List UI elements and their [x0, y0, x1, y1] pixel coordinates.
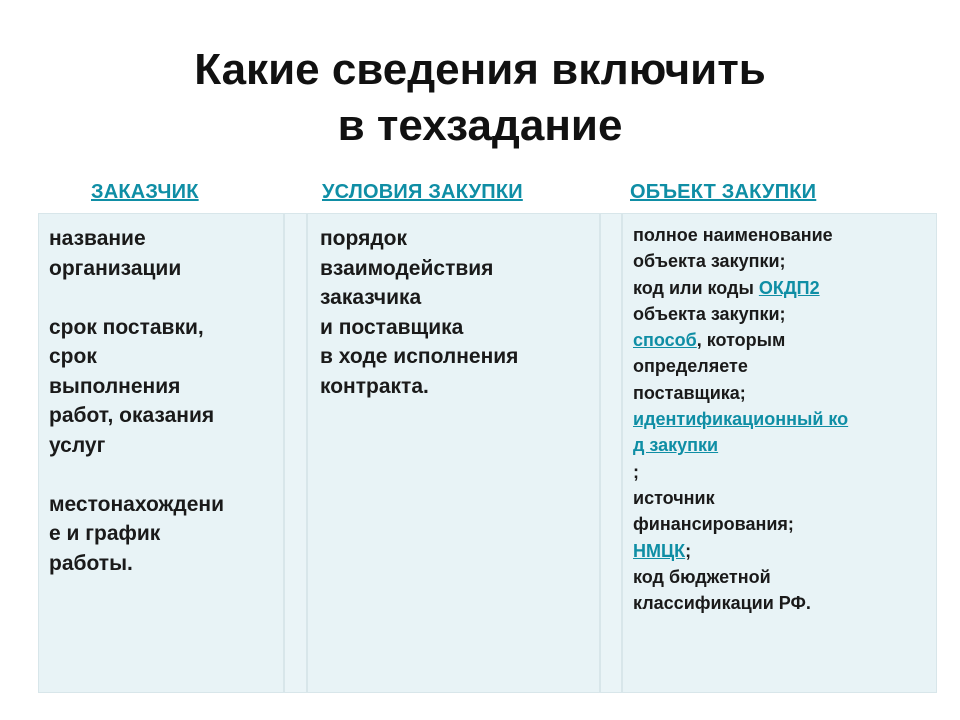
- customer-line: выполнения: [49, 374, 181, 398]
- object-line: [633, 327, 936, 353]
- title-line-1: Какие сведения включить: [194, 45, 766, 94]
- object-text: ;: [685, 540, 692, 561]
- customer-line: местонахождени: [49, 492, 225, 516]
- header-conditions-link[interactable]: УСЛОВИЯ ЗАКУПКИ: [322, 181, 523, 203]
- customer-line: срок поставки,: [49, 315, 204, 339]
- object-line: источник: [633, 487, 715, 508]
- object-line: определяете: [633, 356, 748, 377]
- object-panel: [622, 213, 937, 693]
- conditions-panel: [307, 213, 600, 693]
- header-customer-link[interactable]: ЗАКАЗЧИК: [91, 181, 199, 203]
- object-line: объекта закупки;: [633, 303, 786, 324]
- customer-line: организации: [49, 256, 182, 280]
- object-line: поставщика;: [633, 382, 746, 403]
- object-line: код бюджетной: [633, 566, 771, 587]
- object-line: ;: [633, 461, 639, 482]
- conditions-line: и поставщика: [320, 315, 464, 339]
- customer-line: е и график: [49, 522, 161, 545]
- object-line: финансирования;: [633, 514, 794, 535]
- customer-line: работ, оказания: [49, 404, 215, 427]
- customer-line: название: [49, 227, 146, 250]
- customer-line: срок: [49, 345, 97, 368]
- column-spacer: [284, 213, 307, 693]
- purchase-id-code-link[interactable]: идентификационный ко: [633, 409, 849, 430]
- object-line: полное наименование: [633, 225, 833, 245]
- customer-line: услуг: [49, 433, 106, 457]
- object-line: классификации РФ.: [633, 593, 811, 614]
- column-spacer: [600, 213, 622, 693]
- header-object-link[interactable]: ОБЪЕКТ ЗАКУПКИ: [630, 181, 817, 203]
- conditions-line: в ходе исполнения: [320, 345, 519, 368]
- page-title: [0, 42, 960, 154]
- object-line: [633, 432, 936, 458]
- conditions-line: взаимодействия: [320, 256, 494, 280]
- object-line: объекта закупки;: [633, 251, 786, 272]
- object-line: [633, 538, 936, 564]
- object-text: код или коды: [633, 277, 759, 298]
- title-line-2: в техзадание: [337, 101, 623, 150]
- purchase-id-code-link-cont[interactable]: д закупки: [633, 435, 719, 456]
- object-info: [623, 214, 936, 616]
- customer-info: [39, 214, 283, 578]
- conditions-info: [308, 214, 599, 401]
- object-line: [633, 406, 936, 432]
- okdp2-link[interactable]: ОКДП2: [758, 277, 820, 298]
- conditions-line: контракта.: [320, 374, 429, 398]
- customer-panel: [38, 213, 284, 693]
- nmck-link[interactable]: НМЦК: [633, 540, 686, 561]
- conditions-line: заказчика: [320, 286, 422, 309]
- object-text: , которым: [696, 330, 786, 351]
- customer-line: работы.: [49, 551, 133, 575]
- conditions-line: порядок: [320, 227, 407, 250]
- method-link[interactable]: способ: [633, 330, 697, 351]
- object-line: [633, 275, 936, 301]
